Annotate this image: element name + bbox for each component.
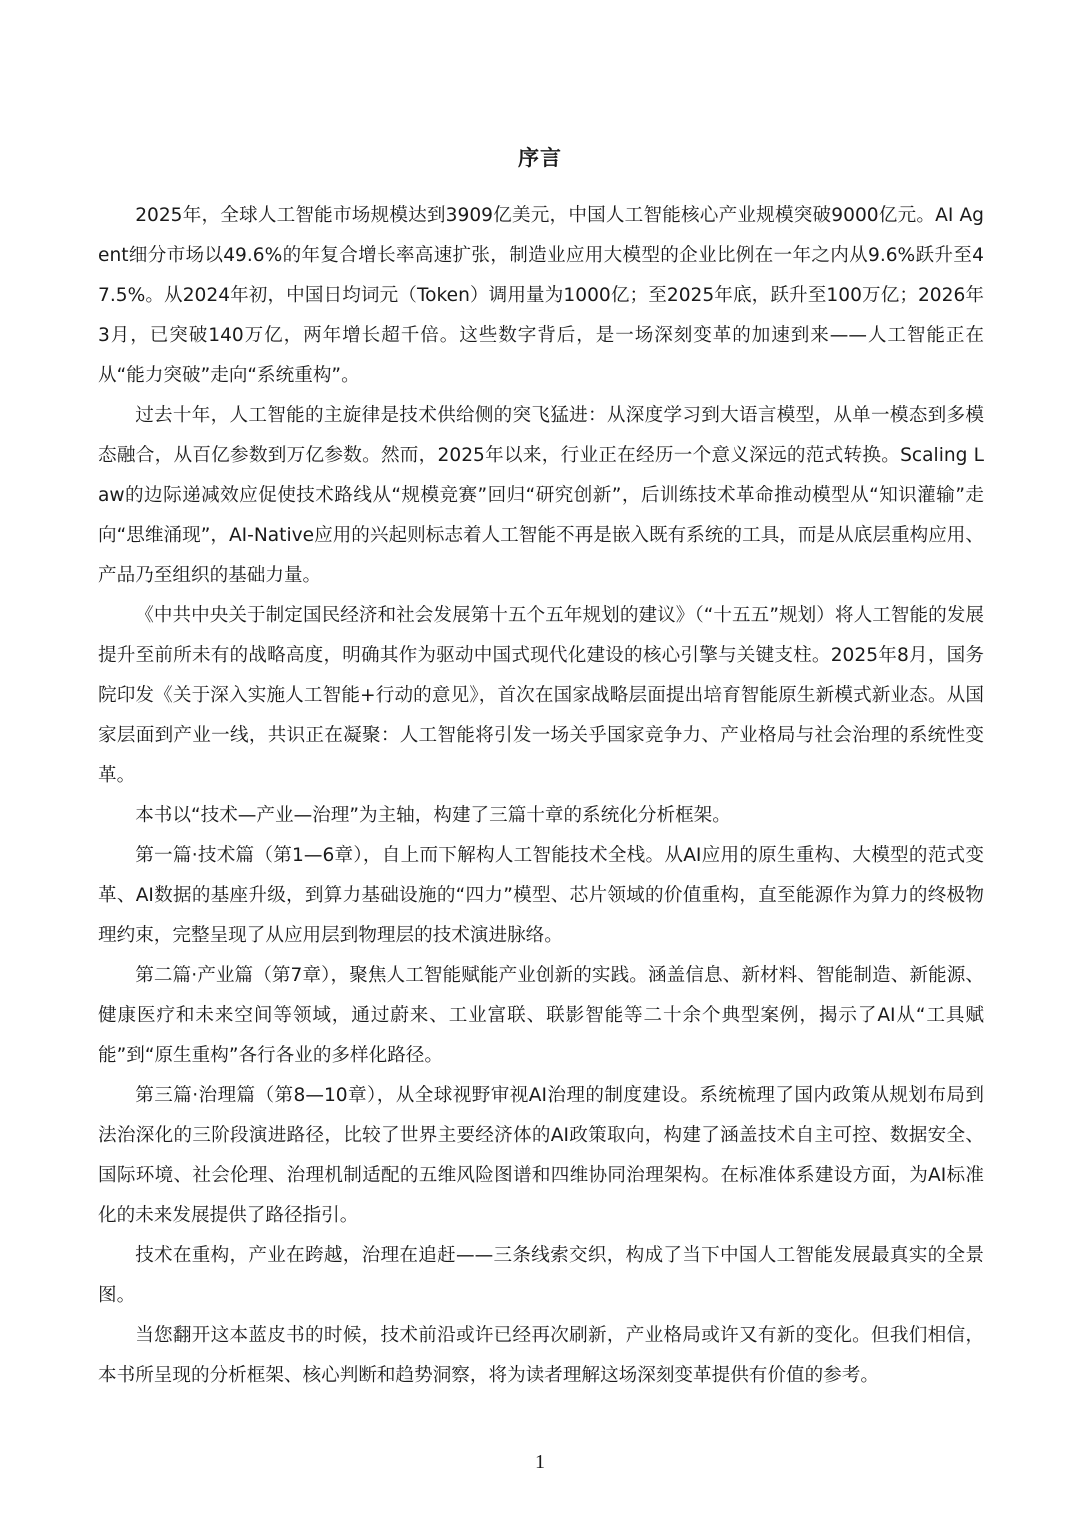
- paragraph-national-strategy: 《中共中央关于制定国民经济和社会发展第十五个五年规划的建议》（“十五五”规划）将人工智能的发展提升至前所未有的战略高度，明确其作为驱动中国式现代化建设的核心引擎与关键支柱。2025年8月，国务院印发《关于深入实施人工智能+行动的意见》，首次在国家战略层面提出培育智能原生新模式新业态。从国家层面到产业一线，共识正在凝聚：人工智能将引发一场关乎国家竞争力、产业格局与社会治理的系统性变革。: [98, 605, 984, 786]
- paragraph-market-overview: 2025年，全球人工智能市场规模达到3909亿美元，中国人工智能核心产业规模突破9000亿元。AI Agent细分市场以49.6%的年复合增长率高速扩张，制造业应用大模型的企业比例在一年之内从9.6%跃升至47.5%。从2024年初，中国日均词元（Token）调用量为1000亿；至2025年底，跃升至100万亿；2026年3月，已突破140万亿，两年增长超千倍。这些数字背后，是一场深刻变革的加速到来——人工智能正在从“能力突破”走向“系统重构”。: [98, 205, 984, 386]
- paragraph-part-three-governance: 第三篇·治理篇（第8—10章），从全球视野审视AI治理的制度建设。系统梳理了国内政策从规划布局到法治深化的三阶段演进路径，比较了世界主要经济体的AI政策取向，构建了涵盖技术自主可控、数据安全、国际环境、社会伦理、治理机制适配的五维风险图谱和四维协同治理架构。在标准体系建设方面，为AI标准化的未来发展提供了路径指引。: [98, 1085, 984, 1226]
- paragraph-closing: 当您翻开这本蓝皮书的时候，技术前沿或许已经再次刷新，产业格局或许又有新的变化。但我们相信，本书所呈现的分析框架、核心判断和趋势洞察，将为读者理解这场深刻变革提供有价值的参考。: [98, 1325, 984, 1386]
- paragraph-summary: 技术在重构，产业在跨越，治理在追赶——三条线索交织，构成了当下中国人工智能发展最真实的全景图。: [98, 1245, 984, 1306]
- paragraph-book-framework: 本书以“技术—产业—治理”为主轴，构建了三篇十章的系统化分析框架。: [135, 805, 731, 826]
- paragraph-part-two-industry: 第二篇·产业篇（第7章），聚焦人工智能赋能产业创新的实践。涵盖信息、新材料、智能制造、新能源、健康医疗和未来空间等领域，通过蔚来、工业富联、联影智能等二十余个典型案例，揭示了AI从“工具赋能”到“原生重构”各行各业的多样化路径。: [98, 965, 984, 1066]
- paragraph-part-one-technology: 第一篇·技术篇（第1—6章），自上而下解构人工智能技术全栈。从AI应用的原生重构、大模型的范式变革、AI数据的基座升级，到算力基础设施的“四力”模型、芯片领域的价值重构，直至能源作为算力的终极物理约束，完整呈现了从应用层到物理层的技术演进脉络。: [98, 845, 984, 946]
- page-number: 1: [535, 1451, 545, 1473]
- page-title: 序言: [518, 146, 562, 170]
- paragraph-paradigm-shift: 过去十年，人工智能的主旋律是技术供给侧的突飞猛进：从深度学习到大语言模型，从单一模态到多模态融合，从百亿参数到万亿参数。然而，2025年以来，行业正在经历一个意义深远的范式转换。Scaling Law的边际递减效应促使技术路线从“规模竞赛”回归“研究创新”，后训练技术革命推动模型从“知识灌输”走向“思维涌现”，AI-Native应用的兴起则标志着人工智能不再是嵌入既有系统的工具，而是从底层重构应用、产品乃至组织的基础力量。: [98, 405, 984, 586]
- preface-body: [98, 196, 984, 1396]
